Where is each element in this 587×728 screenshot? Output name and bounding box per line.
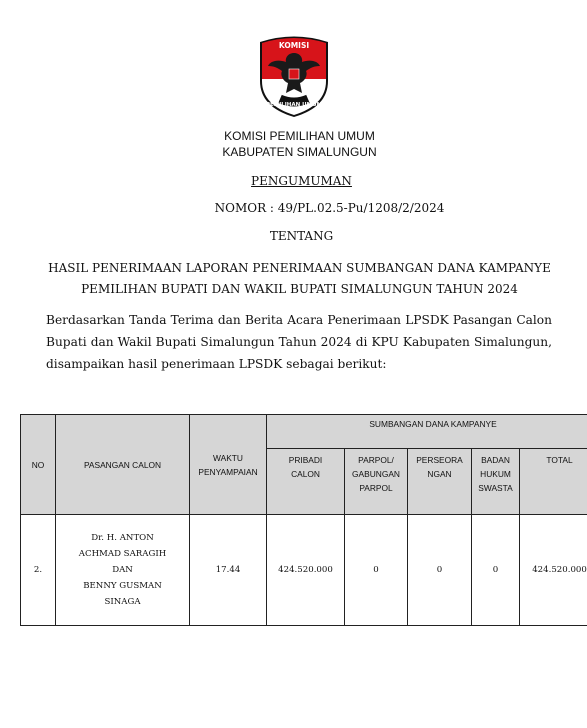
header-waktu-penyampaian <box>190 415 267 515</box>
document-subject <box>0 258 587 300</box>
subject-line-2: PEMILIHAN BUPATI DAN WAKIL BUPATI SIMALUNGUN TAHUN 2024 <box>81 282 518 296</box>
header-pasangan-calon: PASANGAN CALON <box>56 415 190 515</box>
header-badan-line-3: SWASTA <box>478 483 513 493</box>
logo-top-text: KOMISI <box>278 41 310 50</box>
header-perseorangan-line-2: NGAN <box>427 469 452 479</box>
cell-perseorangan: 0 <box>408 515 472 626</box>
calon-line-2: ACHMAD SARAGIH <box>78 549 167 559</box>
cell-parpol: 0 <box>345 515 408 626</box>
header-parpol-line-1: PARPOL/ <box>358 455 394 465</box>
intro-paragraph: Berdasarkan Tanda Terima dan Berita Acara Penerimaan LPSDK Pasangan Calon Bupati dan Wakil Bupati Simalungun Tahun 2024 di KPU Kabupaten Simalungun, disampaikan hasil penerimaan LPSDK sebagai berikut: <box>46 313 552 371</box>
header-parpol <box>345 449 408 515</box>
header-sumbangan-group: SUMBANGAN DANA KAMPANYE <box>267 415 587 449</box>
logo-bottom-text: PEMILIHAN UMUM <box>265 102 323 108</box>
header-waktu-line-1: WAKTU <box>213 452 243 463</box>
document-tentang: TENTANG <box>269 229 334 243</box>
lpsdk-table <box>20 414 587 626</box>
calon-line-3: DAN <box>112 565 133 575</box>
header-parpol-line-3: PARPOL <box>359 483 393 493</box>
cell-no: 2. <box>21 515 56 626</box>
organization-name <box>0 128 587 160</box>
cell-pasangan-calon <box>56 515 190 626</box>
table-row <box>21 515 587 626</box>
header-parpol-line-2: GABUNGAN <box>352 469 400 479</box>
document-number: NOMOR : 49/PL.02.5-Pu/1208/2/2024 <box>214 201 445 215</box>
cell-total: 424.520.000 <box>520 515 587 626</box>
header-badan-line-2: HUKUM <box>480 469 511 479</box>
header-perseorangan-line-1: PERSEORA <box>416 455 463 465</box>
subject-line-1: HASIL PENERIMAAN LAPORAN PENERIMAAN SUMBANGAN DANA KAMPANYE <box>48 261 551 275</box>
header-pribadi-calon <box>267 449 345 515</box>
header-badan-line-1: BADAN <box>481 455 510 465</box>
cell-waktu: 17.44 <box>190 515 267 626</box>
kpu-logo <box>258 35 330 117</box>
calon-line-4: BENNY GUSMAN <box>83 581 162 591</box>
header-perseorangan <box>408 449 472 515</box>
header-no: NO <box>21 415 56 515</box>
cell-badan-hukum: 0 <box>472 515 520 626</box>
header-waktu-line-2: PENYAMPAIAN <box>198 466 258 477</box>
calon-line-5: SINAGA <box>104 597 141 607</box>
org-line-1: KOMISI PEMILIHAN UMUM <box>224 129 375 143</box>
header-badan-hukum <box>472 449 520 515</box>
document-title: PENGUMUMAN <box>251 174 352 188</box>
cell-pribadi: 424.520.000 <box>267 515 345 626</box>
header-total: TOTAL <box>520 449 587 515</box>
header-pribadi-line-2: CALON <box>291 469 320 479</box>
org-line-2: KABUPATEN SIMALUNGUN <box>222 145 377 159</box>
calon-line-1: Dr. H. ANTON <box>91 533 154 543</box>
header-pribadi-line-1: PRIBADI <box>288 455 323 465</box>
